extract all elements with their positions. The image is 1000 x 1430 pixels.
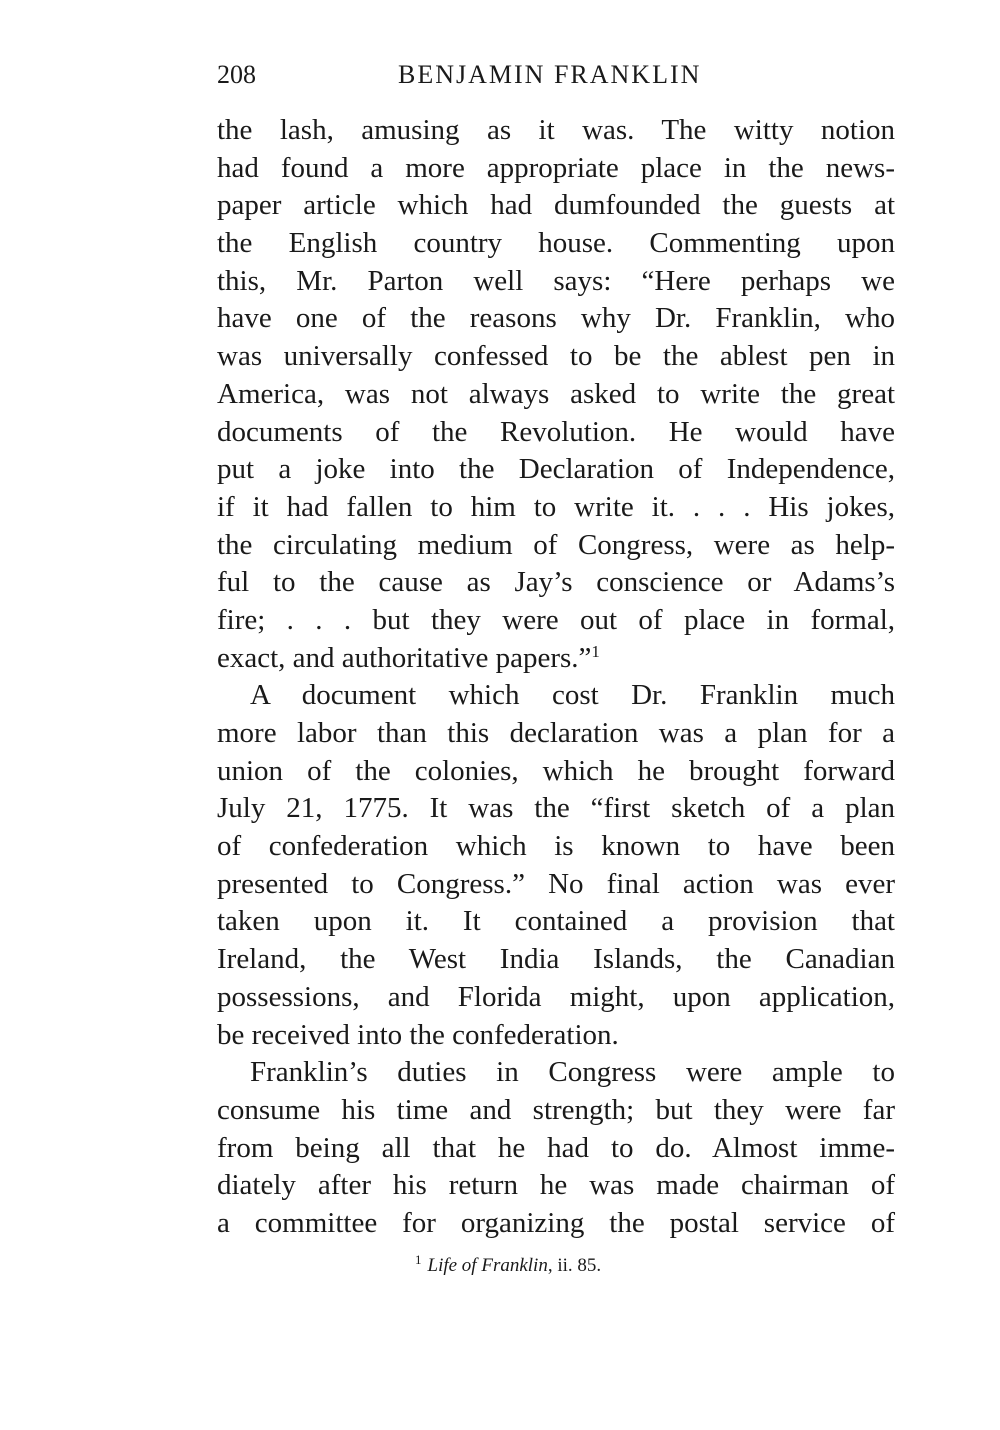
text-line: this, Mr. Parton well says: “Here perhaps we — [217, 264, 895, 297]
text-line: A document which cost Dr. Franklin much — [250, 679, 895, 712]
page-number: 208 — [217, 60, 256, 89]
text-line: ful to the cause as Jay’s conscience or Adams’s — [217, 566, 895, 599]
text-line: fire; . . . but they were out of place in formal, — [217, 603, 895, 636]
text-line: be received into the confederation. — [217, 1018, 619, 1051]
text-line: documents of the Revolution. He would have — [217, 415, 895, 448]
text-line: the lash, amusing as it was. The witty notion — [217, 114, 895, 146]
footnote-title: Life of Franklin — [427, 1255, 548, 1276]
running-head — [217, 60, 895, 90]
text-line: the English country house. Commenting upon — [217, 227, 895, 260]
text-line: of confederation which is known to have been — [217, 830, 895, 863]
text-line: the circulating medium of Congress, were as help- — [217, 528, 895, 561]
text-line: America, was not always asked to write the great — [217, 377, 895, 410]
text-line: presented to Congress.” No final action was ever — [217, 867, 895, 900]
paragraph — [217, 677, 895, 1054]
text-line-content: exact, and authoritative papers.” — [217, 641, 592, 674]
text-line: from being all that he had to do. Almost imme- — [217, 1131, 895, 1164]
book-page — [217, 60, 895, 1243]
text-line: Ireland, the West India Islands, the Canadian — [217, 943, 895, 976]
footnote-citation: , ii. 85. — [547, 1255, 602, 1276]
text-line: have one of the reasons why Dr. Franklin, who — [217, 302, 895, 335]
text-line: had found a more appropriate place in the news- — [217, 151, 895, 184]
text-line: put a joke into the Declaration of Independence, — [217, 453, 895, 486]
text-line: paper article which had dumfounded the guests at — [217, 189, 895, 222]
text-line: consume his time and strength; but they were far — [217, 1093, 895, 1126]
running-title: BENJAMIN FRANKLIN — [398, 60, 702, 89]
text-line: union of the colonies, which he brought forward — [217, 754, 895, 787]
text-line: Franklin’s duties in Congress were ample to — [250, 1056, 895, 1089]
text-line: was universally confessed to be the ablest pen in — [217, 340, 895, 373]
footnote — [415, 1252, 601, 1277]
text-line: taken upon it. It contained a provision that — [217, 905, 895, 938]
paragraph — [217, 112, 895, 677]
text-line: July 21, 1775. It was the “first sketch of a plan — [217, 792, 895, 825]
footnote-marker: 1 — [415, 1252, 422, 1267]
text-line-with-footnote — [217, 640, 895, 678]
paragraph — [217, 1054, 895, 1242]
text-line: if it had fallen to him to write it. . . . His jokes, — [217, 490, 895, 523]
footnote-reference: 1 — [591, 641, 600, 661]
text-line: diately after his return he was made chairman of — [217, 1169, 895, 1202]
text-line: possessions, and Florida might, upon application, — [217, 980, 895, 1013]
text-line: more labor than this declaration was a plan for a — [217, 717, 895, 749]
text-line: a committee for organizing the postal service of — [217, 1206, 895, 1239]
body-text — [217, 112, 895, 1243]
